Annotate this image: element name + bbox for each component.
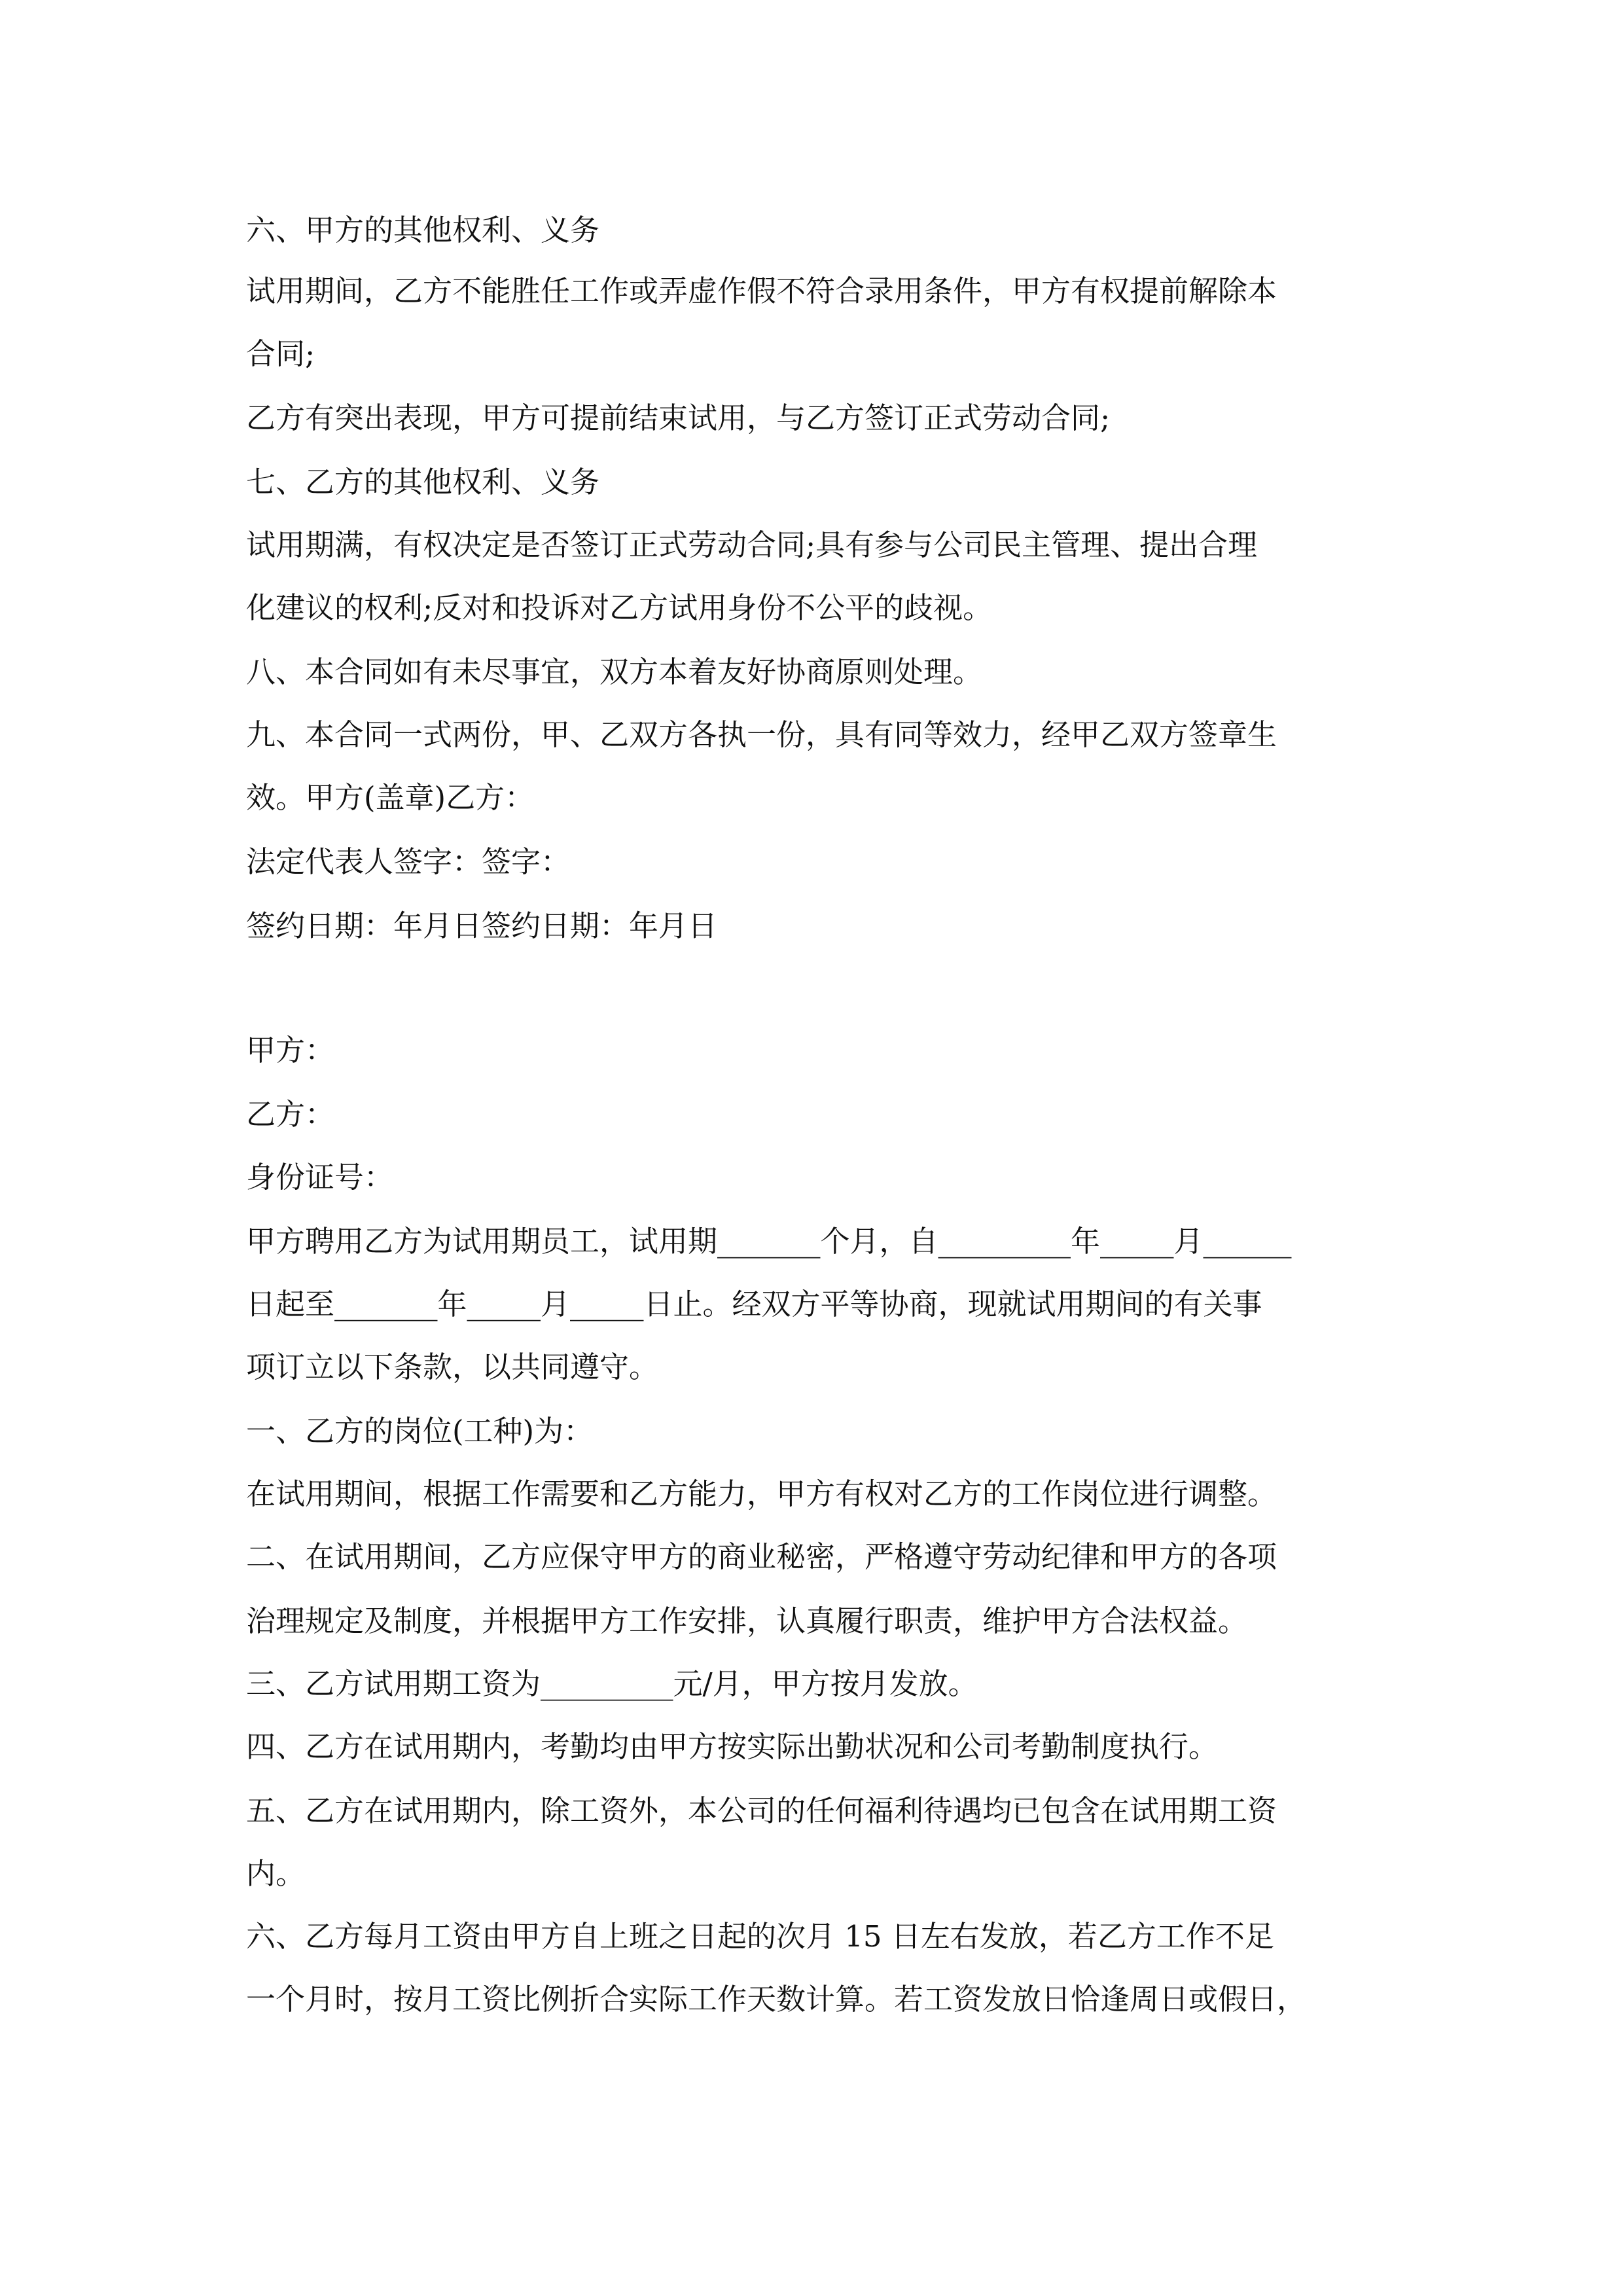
section-heading: 三、乙方试用期工资为_________元/月，甲方按月发放。 xyxy=(246,1666,978,1701)
paragraph-line: 试用期间，乙方不能胜任工作或弄虚作假不符合录用条件，甲方有权提前解除本 xyxy=(246,274,1277,308)
paragraph-line: 治理规定及制度，并根据甲方工作安排，认真履行职责，维护甲方合法权益。 xyxy=(246,1604,1248,1638)
section-heading: 四、乙方在试用期内，考勤均由甲方按实际出勤状况和公司考勤制度执行。 xyxy=(246,1729,1219,1764)
signature-date-line: 签约日期：年月日签约日期：年月日 xyxy=(246,908,718,943)
signature-line: 法定代表人签字：签字： xyxy=(246,844,571,879)
party-b-label: 乙方： xyxy=(246,1097,335,1132)
paragraph-line: 内。 xyxy=(246,1856,306,1891)
paragraph-line: 日起至_______年_____月_____日止。经双方平等协商，现就试用期间的有关事 xyxy=(246,1287,1262,1321)
section-heading: 九、本合同一式两份，甲、乙双方各执一份，具有同等效力，经甲乙双方签章生 xyxy=(246,717,1277,752)
paragraph-line: 一个月时，按月工资比例折合实际工作天数计算。若工资发放日恰逢周日或假日， xyxy=(246,1982,1307,2017)
paragraph-line: 项订立以下条款，以共同遵守。 xyxy=(246,1350,659,1384)
section-heading: 二、在试用期间，乙方应保守甲方的商业秘密，严格遵守劳动纪律和甲方的各项 xyxy=(246,1539,1277,1574)
paragraph-line: 化建议的权利;反对和投诉对乙方试用身份不公平的歧视。 xyxy=(246,590,993,625)
party-a-label: 甲方： xyxy=(246,1033,335,1067)
paragraph-line: 甲方聘用乙方为试用期员工，试用期_______个月，自_________年_____月______ xyxy=(246,1224,1292,1259)
section-heading: 六、甲方的其他权利、义务 xyxy=(246,213,600,247)
id-number-label: 身份证号： xyxy=(246,1160,394,1194)
paragraph-line: 乙方有突出表现，甲方可提前结束试用，与乙方签订正式劳动合同; xyxy=(246,401,1111,435)
paragraph-line: 试用期满，有权决定是否签订正式劳动合同;具有参与公司民主管理、提出合理 xyxy=(246,528,1258,562)
paragraph-line: 合同; xyxy=(246,336,315,371)
paragraph-line: 效。甲方(盖章)乙方： xyxy=(246,780,535,815)
section-heading: 一、乙方的岗位(工种)为： xyxy=(246,1414,594,1448)
section-heading: 八、本合同如有未尽事宜，双方本着友好协商原则处理。 xyxy=(246,655,983,689)
section-heading: 五、乙方在试用期内，除工资外，本公司的任何福利待遇均已包含在试用期工资 xyxy=(246,1793,1277,1828)
section-heading: 七、乙方的其他权利、义务 xyxy=(246,465,600,499)
section-heading: 六、乙方每月工资由甲方自上班之日起的次月 15 日左右发放，若乙方工作不足 xyxy=(246,1919,1274,1954)
paragraph-line: 在试用期间，根据工作需要和乙方能力，甲方有权对乙方的工作岗位进行调整。 xyxy=(246,1477,1277,1511)
